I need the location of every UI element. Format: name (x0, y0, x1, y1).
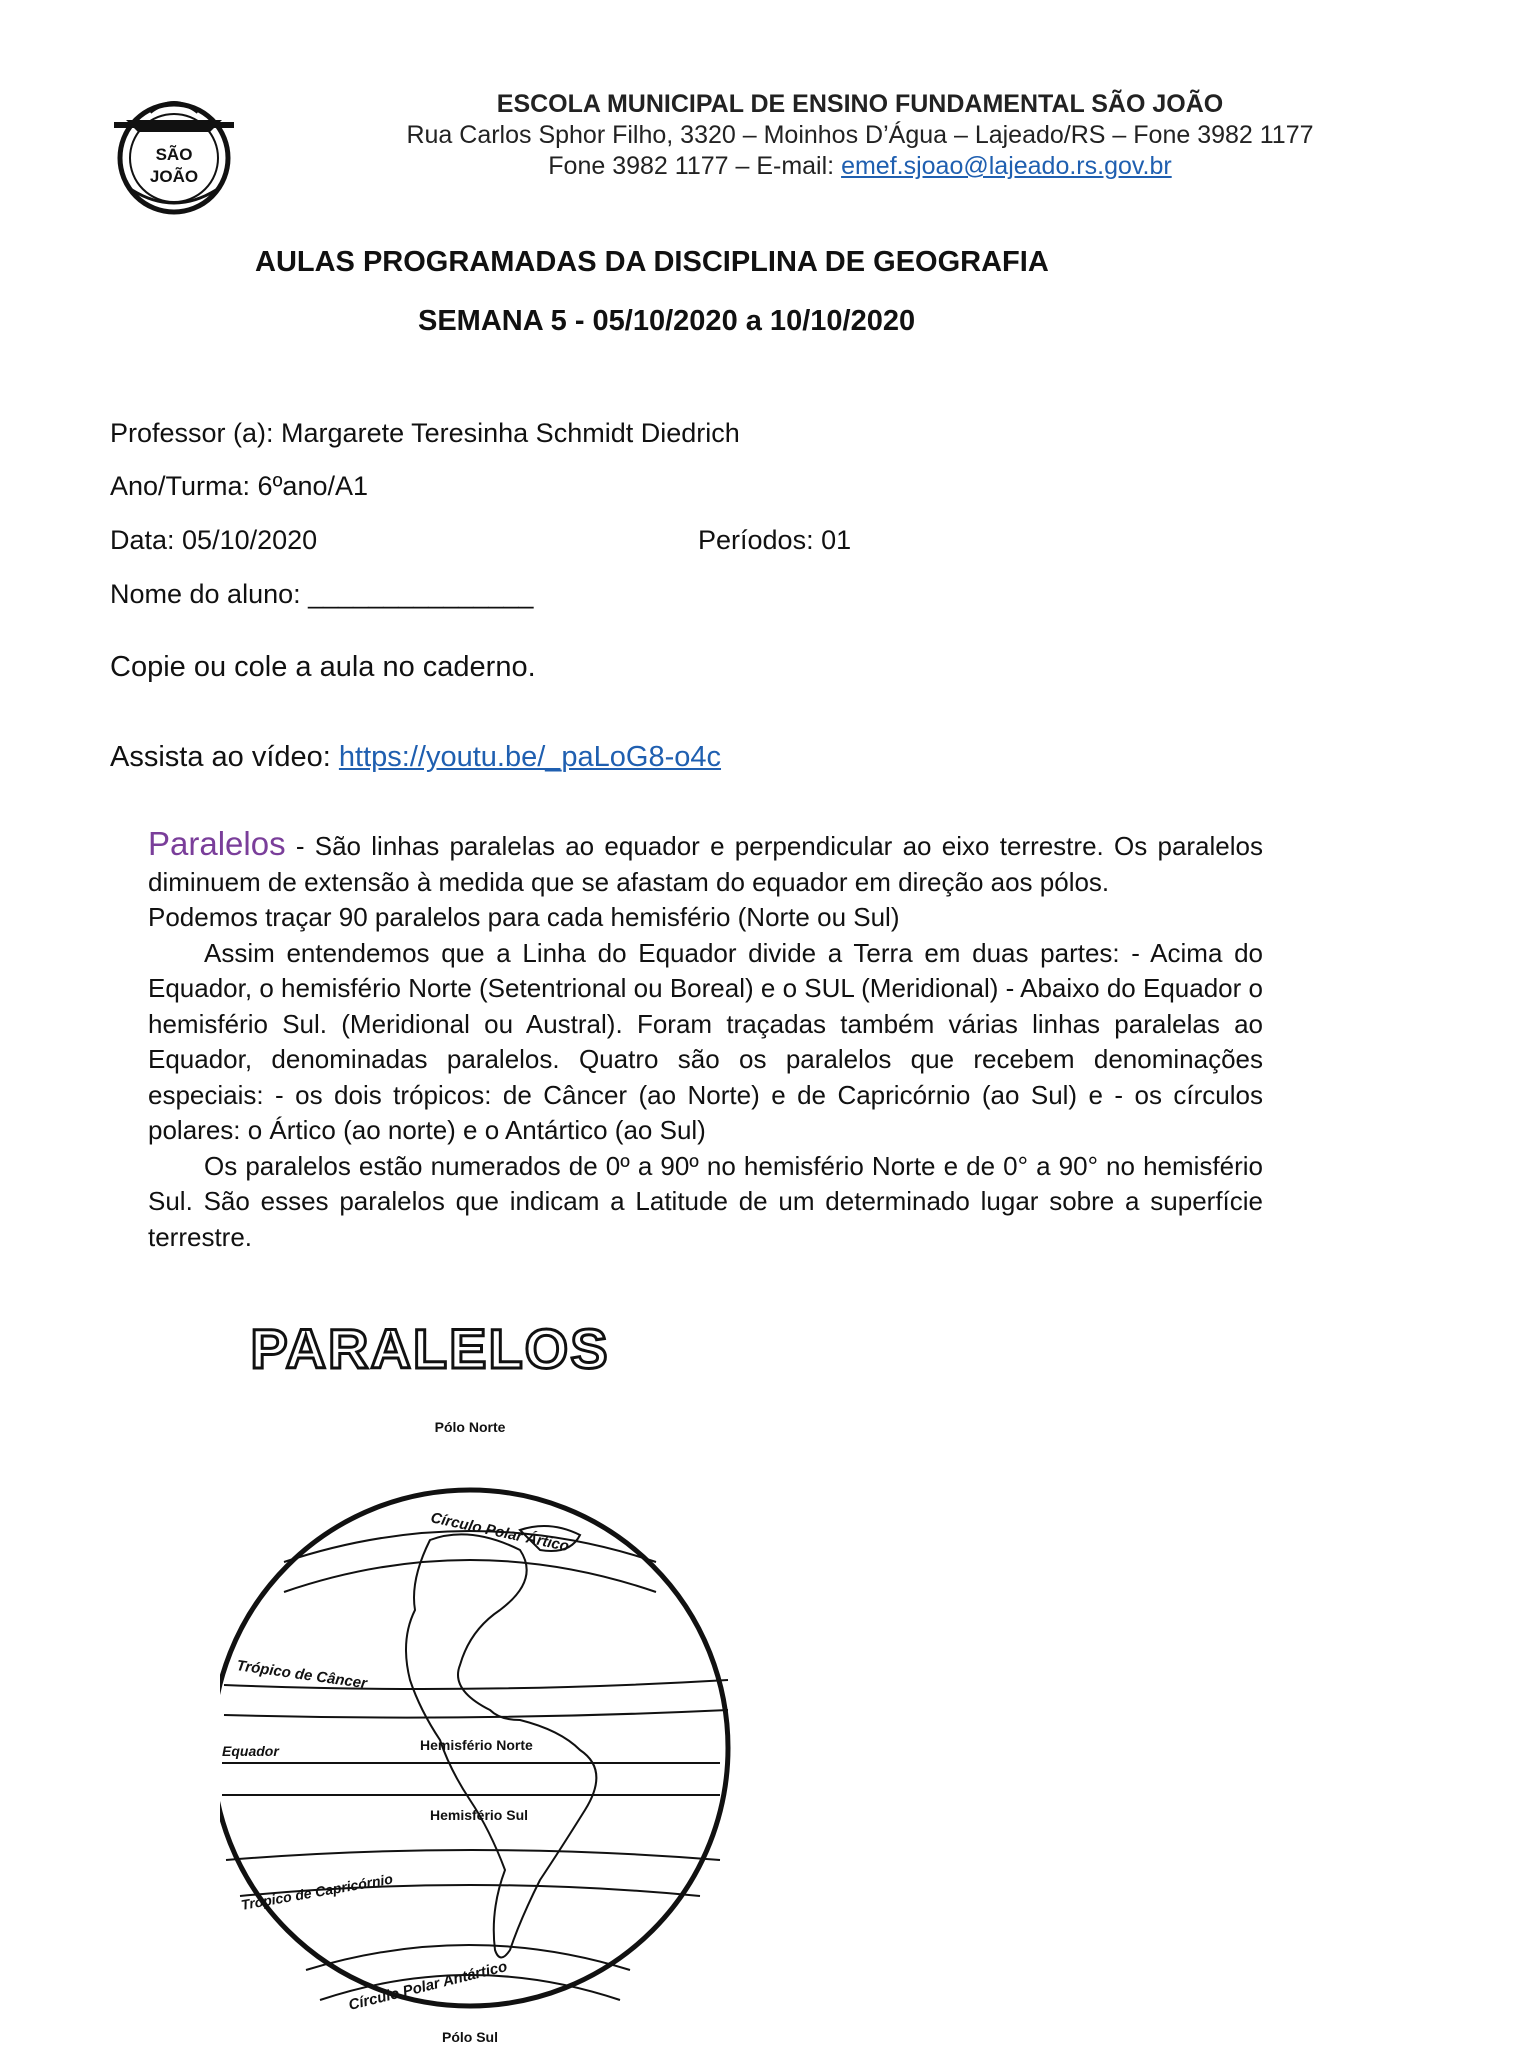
week-title: SEMANA 5 - 05/10/2020 a 10/10/2020 (418, 305, 916, 337)
label-circulo-polar-antartico: Círculo Polar Antártico (346, 1957, 509, 2014)
label-circulo-polar-artico: Círculo Polar Ártico (429, 1509, 571, 1556)
periodos-line: Períodos: 01 (698, 525, 852, 555)
label-hemisferio-norte: Hemisfério Norte (420, 1737, 533, 1753)
lesson-paragraph-2: Podemos traçar 90 paralelos para cada hemisfério (Norte ou Sul) (148, 902, 900, 932)
phone-email-label: Fone 3982 1177 – E-mail: (548, 152, 842, 180)
copy-instruction: Copie ou cole a aula no caderno. (110, 651, 536, 683)
figure-title: PARALELOS (250, 1317, 610, 1380)
video-instruction (110, 741, 721, 774)
student-name-line: Nome do aluno: _______________ (110, 579, 534, 609)
lesson-lead-word: Paralelos (148, 825, 286, 862)
lesson-paragraph-1 (148, 826, 1263, 900)
parallels-figure (220, 1310, 780, 2048)
lesson-paragraph-3: Assim entendemos que a Linha do Equador divide a Terra em duas partes: - Acima do Equador, o hemisfério Norte (Setentrional ou Boreal) e o SUL (Meridional) - Abaixo do Equador o hemisfério Sul. (Meridional ou Austral). Foram traçadas também várias linhas paralelas ao Equador, denominadas paralelos. Quatro são os paralelos que recebem denominações especiais: - os dois trópicos: de Câncer (ao Norte) e de Capricórnio (ao Sul) e - os círculos polares: o Ártico (ao norte) e o Antártico (ao Sul) (148, 937, 1263, 1145)
school-seal-icon (110, 92, 238, 216)
video-label: Assista ao vídeo: (110, 741, 339, 773)
label-polo-sul: Pólo Sul (442, 2029, 498, 2045)
label-equador: Equador (222, 1743, 279, 1759)
lesson-content (148, 826, 1263, 1255)
label-tropico-capricornio: Trópico de Capricórnio (239, 1870, 394, 1913)
label-hemisferio-sul: Hemisfério Sul (430, 1807, 529, 1823)
lesson-p1-text: - São linhas paralelas ao equador e perpendicular ao eixo terrestre. Os paralelos diminuem de extensão à medida que se afastam do equador em direção aos pólos. (148, 831, 1263, 897)
data-line: Data: 05/10/2020 (110, 525, 318, 555)
professor-line: Professor (a): Margarete Teresinha Schmidt Diedrich (110, 418, 740, 448)
ano-turma-line: Ano/Turma: 6ºano/A1 (110, 471, 369, 501)
discipline-title: AULAS PROGRAMADAS DA DISCIPLINA DE GEOGRAFIA (255, 246, 1049, 278)
logo-text-1: SÃO (155, 145, 193, 164)
lesson-paragraph-4: Os paralelos estão numerados de 0º a 90º no hemisfério Norte e de 0° a 90° no hemisfério Sul. São esses paralelos que indicam a Latitude de um determinado lugar sobre a superfície terrestre. (148, 1150, 1263, 1252)
email-link[interactable]: emef.sjoao@lajeado.rs.gov.br (841, 152, 1172, 180)
school-address: Rua Carlos Sphor Filho, 3320 – Moinhos D’Água – Lajeado/RS – Fone 3982 1177 (406, 121, 1314, 149)
label-tropico-cancer: Trópico de Câncer (235, 1657, 368, 1693)
school-contact (300, 152, 1420, 181)
logo-text-2: JOÃO (149, 167, 199, 186)
label-polo-norte: Pólo Norte (434, 1419, 506, 1435)
school-name: ESCOLA MUNICIPAL DE ENSINO FUNDAMENTAL SÃO JOÃO (496, 90, 1224, 118)
video-link[interactable]: https://youtu.be/_paLoG8-o4c (338, 741, 722, 773)
